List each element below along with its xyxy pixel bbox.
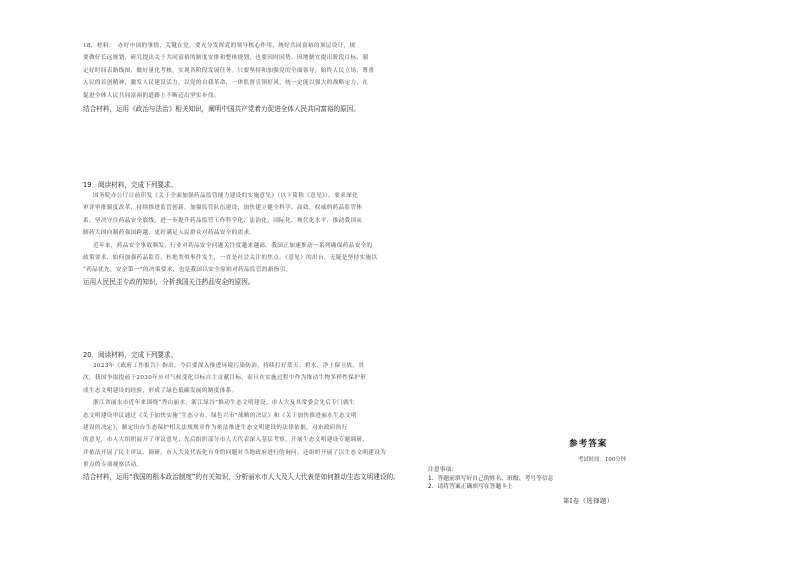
q20-line: 建设的决定》，制定出台生态保护相关法规规章作为依法推进生态文明建设的法律依据。对市政府执行 — [83, 425, 348, 432]
q19-line: 审评审批制度改革，持续推进监管创新，加强监管队伍建设，加快建立健全科学、高效、权威的药品监管体 — [83, 205, 363, 212]
q19-line: 政策要求，如何加强药品监管，杜绝类似事件发生，一直是社会关注的焦点。《意见》的出台，无疑是坚持实施以 — [83, 255, 378, 262]
q20-line: 的意见，市人大组织展开了审议意见；先后组织部分市人大代表深入基层考察，开展生态文明建设专题调研， — [83, 437, 369, 444]
q19-line: 制药大国向制药强国跨越，更好满足人民群众对药品安全的需求。 — [83, 230, 256, 237]
q19-line: 国务院办公厅日前印发《关于全面加强药品监管能力建设的实施意见》（以下简称《意见》）。要求深化 — [93, 193, 359, 199]
q18-line: 定好时间表路线图，做好量化考核，实现各阶段发展任务。只要坚持和加强党的全面领导，始终人民立场，尊重 — [83, 67, 375, 74]
question-20 — [83, 350, 413, 482]
note-item: 1．答题前填写好自己的姓名、班级、考号等信息 — [428, 475, 554, 482]
q19-line: 系，坚决守住药品安全底线，进一步提升药品监管工作科学化、法治化、国际化、现代化水平，推动我国从 — [83, 217, 363, 224]
note-item: 2．请将答案正确填写在答题卡上 — [428, 484, 513, 491]
q20-task: 结合材料，运用“我国的根本政治制度”的有关知识，分析丽水市人大及人大代表是如何推动生态文明建设的。 — [83, 472, 400, 481]
q18-line: 人民的首创精神，激发人民建设活力，以党的自我革命，一体监督引领好风，统一定能以强大的战略定力，在 — [83, 80, 369, 87]
q18-line: 促进全体人民共同富裕的道路上不断迈出坚实步伐。 — [83, 92, 220, 99]
section-title: 第Ⅰ卷（选择题） — [563, 498, 614, 505]
q19-line: “药品优先，安全第一”的决策要求，也是我国以安全原则对药品监管的新指引。 — [83, 267, 292, 274]
q20-line: 重点的专项视察活动。 — [83, 462, 143, 469]
q18-task: 结合材料，运用《政治与法治》相关知识，阐明中国共产党着力促进全体人民共同富裕的原因。 — [83, 105, 360, 114]
q18-line: 18．材料： 办好中国的事情，关键在党。要充分发挥党的领导核心作用，统好共同富裕的顶层设计，规 — [83, 43, 356, 49]
q20-line: 浙江省丽水市近年来围绕“秀山丽水，浙江绿谷”推动生态文明建设。市人大及其常委会先后专门就生 — [93, 400, 356, 407]
q20-line: 成生态文明建设的经验，形成了绿色低碳发展的制度体系。 — [83, 387, 238, 394]
question-18 — [83, 40, 413, 114]
q19-task: 运用人民民主专政的知识，分析我国关注药品安全的原因。 — [83, 277, 255, 286]
q19-line: 近年来，药品安全事故频发，行业对药品安全问题关注度越来越高。我国正加速推动一系列确保药品安全的 — [93, 242, 373, 249]
exam-notes — [428, 466, 553, 492]
exam-time: 考试时间：100分钟 — [578, 457, 627, 463]
q20-line: 态文明建设审议通过《关于加快实施“生态立市、绿色兴市”战略的决议》和《关于加快推进丽水生态文明 — [83, 412, 357, 419]
answer-title: 参考答案 — [569, 439, 608, 449]
q19-heading: 19．阅读材料，完成下列要求。 — [83, 181, 178, 189]
q18-line: 要做好长远规划，研究提出关于共同富裕的制度安排和整体规划，也要因时因势、因地制宜提出阶段目标，制 — [83, 55, 369, 62]
q20-line: 并依法开展了民主评议、调研。市人大及代表化自身的问题对当地政府进行的询问。还组织开展了以生态文明建设为 — [83, 449, 387, 456]
q20-heading: 20．阅读材料，完成下列要求。 — [83, 351, 178, 359]
question-19 — [83, 180, 413, 287]
q20-line: 次，我国争取提前于2030年应对气候变化目标自主贡献目标，而且在实施过程中作为推动生物多样性保护形 — [83, 375, 367, 382]
notes-heading: 注意事项： — [428, 467, 457, 473]
q20-line: 2023年《政府工作报告》指出，今后要深入推进环境污染防治，持续打好蓝天、碧水、净土保卫战。其 — [93, 363, 365, 369]
